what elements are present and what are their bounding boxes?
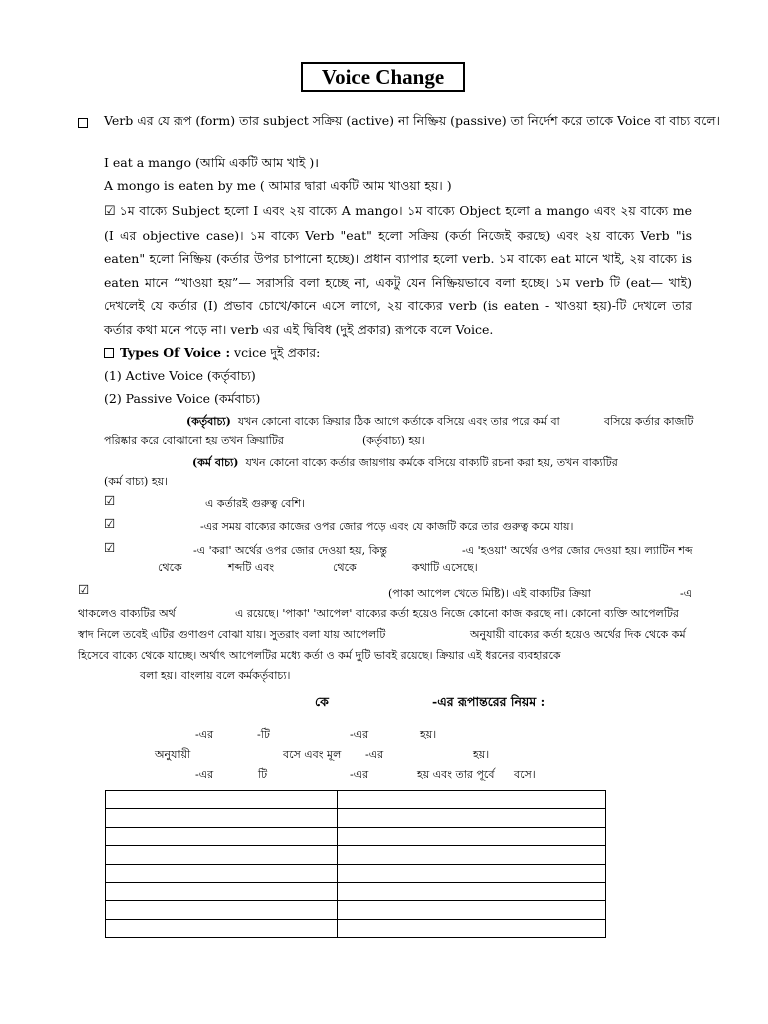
para2-line5: বলা হয়। বাংলায় বলে কর্মকর্তৃবাচ্য। [140,669,291,682]
types-heading-label: Types Of Voice : [120,345,231,360]
table-cell [338,864,606,882]
check-line-2: -এর সময় বাক্যের কাজের ওপর জোর পড়ে এবং যে কাজটি করে তার গুরুত্ব কমে যায়। [200,520,574,533]
table-row [106,809,606,827]
table-cell [106,919,338,937]
active-definition-line1-end: বসিয়ে কর্তার কাজটি [604,415,694,428]
rule2-c: -এর [365,748,384,761]
check-line-3c-3: থেকে [333,561,357,574]
checkbox-checked-icon: ☑ [104,493,116,508]
table-cell [106,901,338,919]
rule2-a: অনুযায়ী [155,748,191,761]
para2-line3b: অনুযায়ী বাক্যের কর্তা হয়েও অর্থের দিক থেকে কর্ম [470,628,686,641]
type-passive: (2) Passive Voice (কর্মবাচ্য) [104,391,261,406]
page-title: Voice Change [301,62,465,92]
rule1-d: হয়। [420,728,437,741]
table-cell [338,809,606,827]
table-row [106,919,606,937]
table-cell [106,882,338,900]
explanation-text: ১ম বাক্যে Subject হলো I এবং ২য় বাক্যে A mango। ১ম বাক্যে Object হলো a mango এবং ২য় বাক্যে me (I এর objective case)। ১ম বাক্যে Verb "eat" হলো সক্রিয় (কর্তা নিজেই করছে) এবং ২য় বাক্যে Verb "is eaten" হলো নিষ্ক্রিয় (কর্তার উপর চাপানো হচ্ছে)। প্রধান ব্যাপার হলো verb. ১ম বাক্যে eat মানে খাই, ২য় বাক্যে is eaten মানে “খাওয়া হয়”— সরাসরি বলা হচ্ছে না, একটু যেন নিষ্ক্রিয়ভাবে বলা হচ্ছে। ১ম verb টি (eat— খাই) দেখলেই যে কর্তার (I) প্রভাব চোখে/কানে এসে লাগে, ২য় বাক্যের verb (is eaten - খাওয়া হয়)-টি দেখলে তার কর্তার কথা মনে পড়ে না। verb এর এই দ্বিবিধ (দুই প্রকার) রূপকে বলে Voice. [104,203,692,337]
type-active: (1) Active Voice (কর্তৃবাচ্য) [104,368,256,383]
rule3-e: বসে। [514,768,536,781]
active-definition-line1: (কর্তৃবাচ্য) যখন কোনো বাক্যে ক্রিয়ার ঠিক আগে কর্তাকে বসিয়ে এবং তার পরে কর্ম বা [186,415,560,428]
table-row [106,791,606,809]
check-line-3c-4: কথাটি এসেছে। [412,561,478,574]
table-row [106,827,606,845]
rule3-a: -এর [195,768,214,781]
passive-definition-line2: (কর্ম বাচ্য) হয়। [104,475,169,488]
rule1-a: -এর [195,728,214,741]
para2-line1b: -এ [680,587,693,600]
active-definition-line2a: পরিষ্কার করে বোঝানো হয় তখন ক্রিয়াটির [104,434,284,447]
table-cell [338,901,606,919]
para2-line2a: থাকলেও বাক্যটির অর্থ [78,607,176,620]
bullet-checkbox-icon [78,115,94,130]
bullet-checkbox-icon [104,348,114,358]
table-row [106,864,606,882]
check-line-3c-1: থেকে [158,561,182,574]
rule2-d: হয়। [473,748,490,761]
rules-heading-b: -এর রূপান্তরের নিয়ম : [432,694,546,709]
examples-table [105,790,606,938]
table-cell [106,809,338,827]
table-row [106,846,606,864]
para2-line4: হিসেবে বাক্যে থেকে যাচ্ছে। অর্থাৎ আপেলটির মধ্যে কর্তা ও কর্ম দুটি ভাবই রয়েছে। ক্রিয়ার এই ধরনের ব্যবহারকে [78,649,561,662]
check-line-3b: -এ 'হওয়া' অর্থের ওপর জোর দেওয়া হয়। ল্যাটিন শব্দ [462,544,693,557]
para2-line3a: স্বাদ নিলে তবেই এটির গুণাগুণ বোঝা যায়। সুতরাং বলা যায় আপেলটি [78,628,386,641]
example-passive: A mongo is eaten by me ( আমার দ্বারা একটি আম খাওয়া হয়। ) [104,178,452,193]
example-active: I eat a mango (আমি একটি আম খাই )। [104,155,320,170]
checkbox-checked-icon: ☑ [78,582,90,597]
para2-line2b: এ রয়েছে। 'পাকা' 'আপেল' বাক্যের কর্তা হয়েও নিজে কোনো কাজ করছে না। কোনো ব্যক্তি আপেলটির [235,607,679,620]
types-heading-tail: vcice দুই প্রকার: [234,345,321,360]
active-definition-line2b: (কর্তৃবাচ্য) হয়। [362,434,425,447]
table-cell [106,864,338,882]
rules-heading-a: কে [315,694,329,709]
table-row [106,901,606,919]
rule1-b: -টি [257,728,270,741]
table-cell [106,791,338,809]
check-line-1: এ কর্তারই গুরুত্ব বেশি। [205,497,305,510]
rule3-b: টি [258,768,268,781]
explanation-paragraph [104,199,692,341]
check-line-3c-2: শব্দটি এবং [228,561,275,574]
table-cell [338,919,606,937]
types-heading [104,345,320,365]
rule1-c: -এর [350,728,369,741]
check-line-3a: -এ 'করা' অর্থের ওপর জোর দেওয়া হয়, কিন্তু [193,544,388,557]
table-cell [338,846,606,864]
checkbox-checked-icon: ☑ [104,516,116,531]
para2-line1a: (পাকা আপেল খেতে মিষ্টি)। এই বাক্যটির ক্রিয়া [388,587,591,600]
checkbox-checked-icon: ☑ [104,204,116,219]
checkbox-checked-icon: ☑ [104,540,116,555]
table-row [106,882,606,900]
rule3-d: হয় এবং তার পূর্বে [417,768,495,781]
table-cell [338,882,606,900]
passive-definition-line1: (কর্ম বাচ্য) যখন কোনো বাক্যে কর্তার জায়গায় কর্মকে বসিয়ে বাক্যটি রচনা করা হয়, তখন বাক্যটির [192,456,618,469]
table-cell [106,827,338,845]
intro-text: Verb এর যে রূপ (form) তার subject সক্রিয় (active) না নিষ্ক্রিয় (passive) তা নির্দেশ করে তাকে Voice বা বাচ্য বলে। [104,113,721,128]
rule3-c: -এর [350,768,369,781]
table-cell [338,791,606,809]
table-cell [106,846,338,864]
rule2-b: বসে এবং মূল [283,748,342,761]
table-cell [338,827,606,845]
